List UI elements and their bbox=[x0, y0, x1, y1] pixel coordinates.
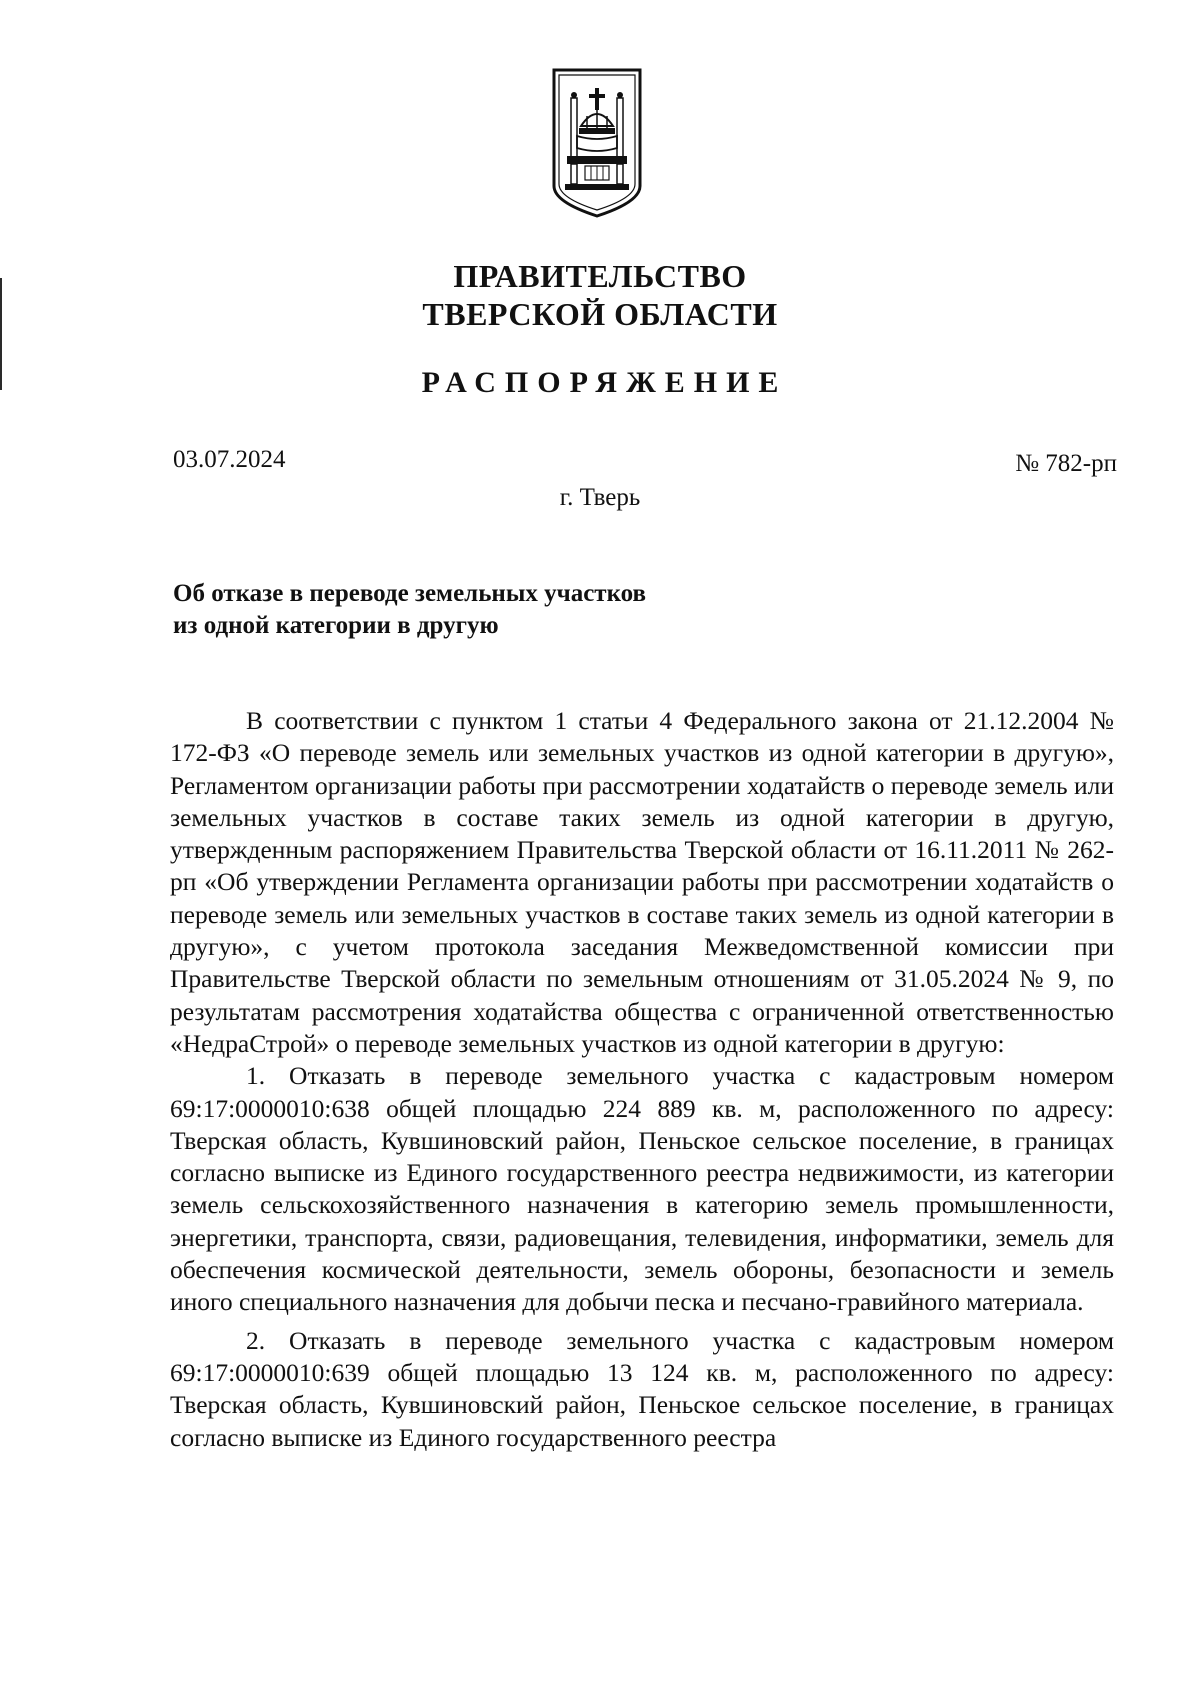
point-1-paragraph: 1. Отказать в переводе земельного участка с кадастровым номером 69:17:0000010:638 общей площадью 224 889 кв. м, расположенного по адресу: Тверская область, Кувшиновский район, Пеньское сельское поселение, в границах согласно выписке из Единого государственного реестра недвижимости, из категории земель сельскохозяйственного назначения в категорию земель промышленности, энергетики, транспорта, связи, радиовещания, телевидения, информатики, земель для обеспечения космической деятельности, земель обороны, безопасности и земель иного специального назначения для добычи песка и песчано-гравийного материала. bbox=[170, 1061, 1114, 1317]
subject-line1: Об отказе в переводе земельных участков bbox=[173, 580, 647, 607]
government-title-line2: ТВЕРСКОЙ ОБЛАСТИ bbox=[422, 296, 778, 332]
preamble-paragraph: В соответствии с пунктом 1 статьи 4 Федерального закона от 21.12.2004 № 172-ФЗ «О переводе земель или земельных участков из одной категории в другую», Регламентом организации работы при рассмотрении ходатайств о переводе земель или земельных участков в составе таких земель из одной категории в другую, утвержденным распоряжением Правительства Тверской области от 16.11.2011 № 262-рп «Об утверждении Регламента организации работы при рассмотрении ходатайств о переводе земель или земельных участков в составе таких земель из одной категории в другую», с учетом протокола заседания Межведомственной комиссии при Правительстве Тверской области по земельным отношениям от 31.05.2024 № 9, по результатам рассмотрения ходатайства общества с ограниченной ответственностью «НедраСтрой» о переводе земельных участков из одной категории в другую: bbox=[170, 706, 1114, 1058]
tver-coat-of-arms-icon bbox=[551, 68, 643, 220]
subject-line2: из одной категории в другую bbox=[173, 612, 499, 639]
document-city: г. Тверь bbox=[559, 484, 641, 511]
document-body bbox=[170, 705, 1114, 1454]
document-subject bbox=[173, 578, 646, 642]
document-number: № 782-рп bbox=[1015, 450, 1117, 477]
government-title-line1: ПРАВИТЕЛЬСТВО bbox=[453, 258, 747, 294]
document-type-heading: РАСПОРЯЖЕНИЕ bbox=[421, 366, 788, 399]
point-2-paragraph: 2. Отказать в переводе земельного участка с кадастровым номером 69:17:0000010:639 общей площадью 13 124 кв. м, расположенного по адресу: Тверская область, Кувшиновский район, Пеньское сельское поселение, в границах согласно выписке из Единого государственного реестра bbox=[170, 1325, 1114, 1452]
document-date: 03.07.2024 bbox=[173, 446, 286, 473]
